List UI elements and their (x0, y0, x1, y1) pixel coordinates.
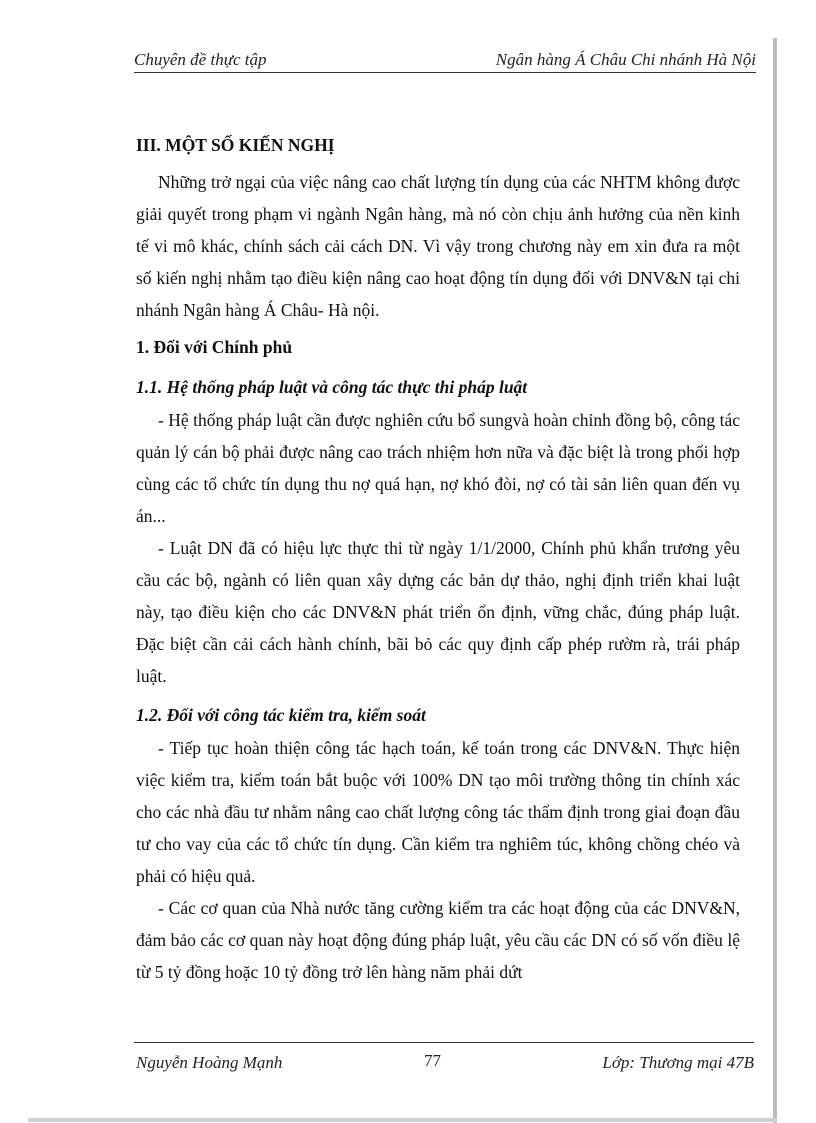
section-title: III. MỘT SỐ KIẾN NGHỊ (136, 135, 335, 155)
page-shadow-right (773, 38, 777, 1123)
heading-1-2: 1.2. Đối với công tác kiểm tra, kiểm soát (136, 705, 426, 725)
page-shadow-bottom (28, 1118, 777, 1122)
paragraph-1-2-a: - Tiếp tục hoàn thiện công tác hạch toán, kế toán trong các DNV&N. Thực hiện việc kiểm tra, kiểm toán bắt buộc với 100% DN tạo môi trường thông tin chính xác cho các nhà đầu tư nhằm nâng cao chất lượng công tác thẩm định trong giai đoạn đầu tư cho vay của các tổ chức tín dụng. Cần kiểm tra nghiêm túc, không chồng chéo và phải có hiệu quả. (136, 738, 740, 886)
footer-author: Nguyễn Hoàng Mạnh (136, 1053, 283, 1072)
header-left-title: Chuyên đề thực tập (134, 50, 267, 69)
header-right-title: Ngân hàng Á Châu Chi nhánh Hà Nội (495, 50, 756, 69)
page-content (136, 130, 740, 988)
intro-paragraph: Những trở ngại của việc nâng cao chất lượng tín dụng của các NHTM không được giải quyết trong phạm vi ngành Ngân hàng, mà nó còn chịu ảnh hưởng của nền kinh tế vi mô khác, chính sách cải cách DN. Vì vậy trong chương này em xin đưa ra một số kiến nghị nhằm tạo điều kiện nâng cao hoạt động tín dụng đối với DNV&N tại chi nhánh Ngân hàng Á Châu- Hà nội. (136, 172, 740, 320)
heading-1-1: 1.1. Hệ thống pháp luật và công tác thực thi pháp luật (136, 377, 528, 397)
page-header (134, 50, 756, 73)
paragraph-1-1-b: - Luật DN đã có hiệu lực thực thi từ ngày 1/1/2000, Chính phủ khẩn trương yêu cầu các bộ, ngành có liên quan xây dựng các bản dự thảo, nghị định triển khai luật này, tạo điều kiện cho các DNV&N phát triển ổn định, vững chắc, đúng pháp luật. Đặc biệt cần cải cách hành chính, bãi bỏ các quy định cấp phép rườm rà, trái pháp luật. (136, 538, 740, 686)
page-number: 77 (424, 1051, 441, 1070)
page-footer (134, 1042, 754, 1083)
heading-1: 1. Đối với Chính phủ (136, 337, 293, 357)
footer-class: Lớp: Thương mại 47B (602, 1053, 754, 1072)
paragraph-1-2-b: - Các cơ quan của Nhà nước tăng cường kiểm tra các hoạt động của các DNV&N, đảm bảo các cơ quan này hoạt động đúng pháp luật, yêu cầu các DN có số vốn điều lệ từ 5 tỷ đồng hoặc 10 tỷ đồng trở lên hàng năm phải dứt (136, 898, 740, 982)
paragraph-1-1-a: - Hệ thống pháp luật cần được nghiên cứu bổ sungvà hoàn chỉnh đồng bộ, công tác quản lý cán bộ phải được nâng cao trách nhiệm hơn nữa và đặc biệt là trong phối hợp cùng các tổ chức tín dụng thu nợ quá hạn, nợ khó đòi, nợ có tài sản liên quan đến vụ án... (136, 410, 740, 526)
